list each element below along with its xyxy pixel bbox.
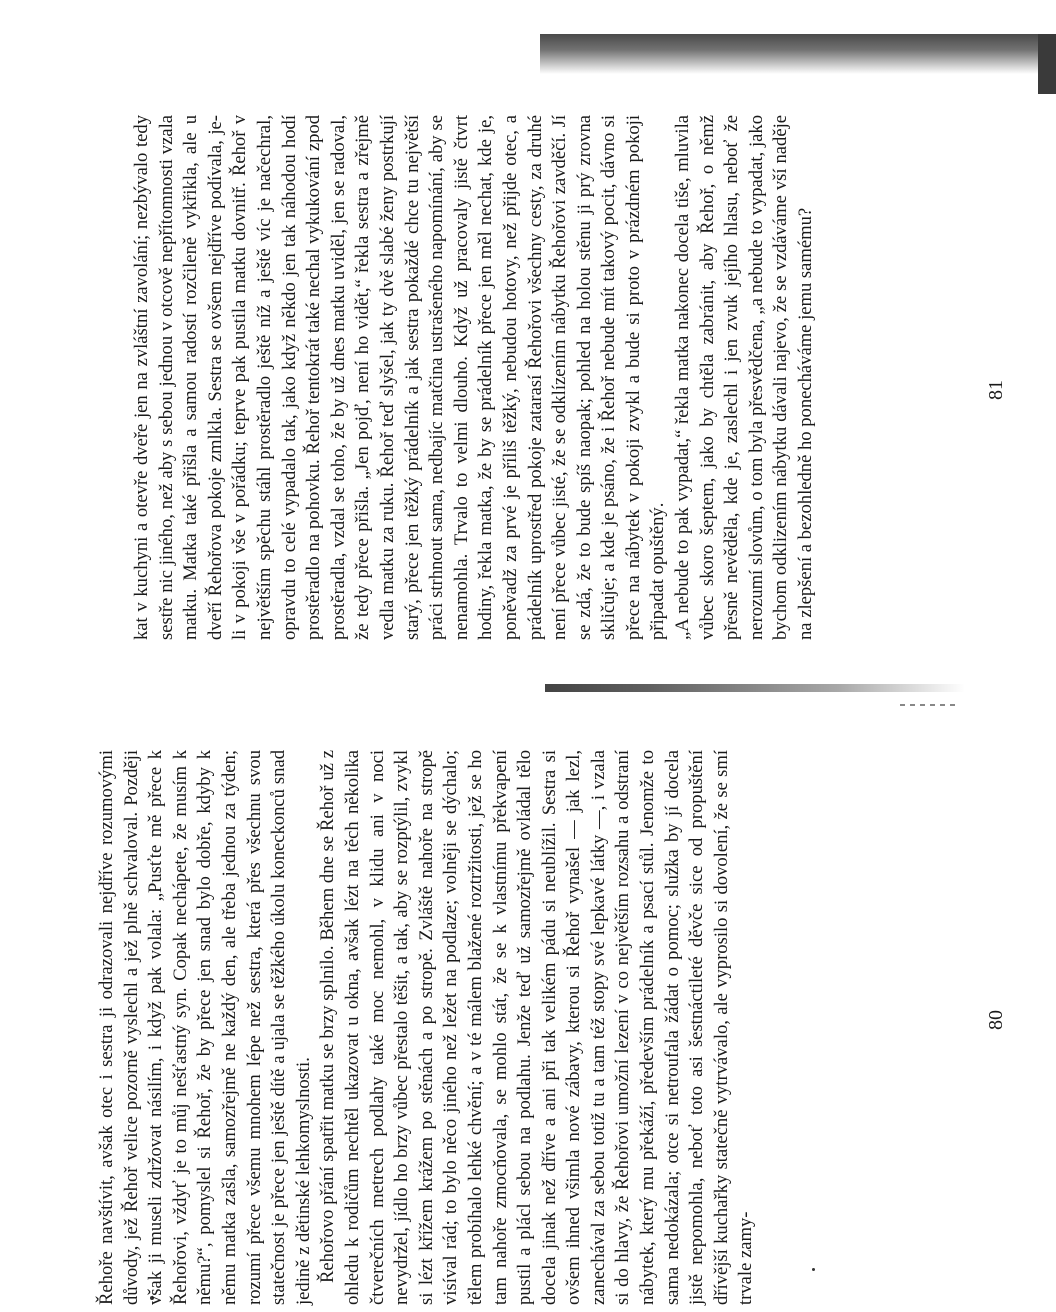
paragraph: Řehoře navštívit, avšak otec i sestra ji odrazovali nejdříve rozumovými důvody, jež Řehoř velice pozorně vyslechl a jež plně schvaloval. Později však ji museli zdržovat násilím, i když pak volala: „Pusťte mě přece k Řehořovi, vždyť je to můj nešťastný syn. Copak nechápete, že musím k němu?“, pomyslel si Řehoř, že by přece jen snad bylo dobře, kdyby k němu matka zašla, samozřejmě ne každý den, ale třeba jednou za týden; rozumí přece všemu mnohem lépe než sestra, která přes všechnu svou statečnost je přece jen ještě dítě a ujala se těžkého úkolu koneckonců snad jedině z dětinské lehkomyslnosti.: [96, 750, 314, 1305]
paragraph: Řehořovo přání spatřit matku se brzy splnilo. Během dne se Řehoř už z ohledu k rodičům nechtěl ukazovat u okna, avšak lézt na těch několika čtverečních metrech podlahy také moc nemohl, v klidu ani v noci nevydržel, jídlo ho brzy vůbec přestalo těšit, a tak, aby se rozptýlil, zvykl si lézt křížem krážem po stěnách a po stropě. Zvláště nahoře na stropě visíval rád; to bylo něco jiného než ležet na podlaze; volněji se dýchalo; tělem probíhalo lehké chvění; a v té málem blažené roztržitosti, jež se ho tam nahoře zmocňovala, se mohlo stát, že se k vlastnímu překvapení pustil a plácl sebou na podlahu. Jenže teď už samozřejmě ovládal tělo docela jinak než dříve a ani při tak velikém pádu si neublížil. Sestra si ovšem ihned všimla nové zábavy, kterou si Řehoř vynašel — jak lezl, zanechával za sebou totiž tu a tam též stopy své lepkavé látky —, i vzala si do hlavy, že Řehořovi umožní lezení v co největším rozsahu a odstraní nábytek, který mu překáží, především prádelník a psací stůl. Jenomže to sama nedokázala; otce si netroufala žádat o pomoc; služka by jí docela jistě nepomohla, neboť toto asi šestnáctileté děvče sice od propuštění dřívější kuchařky statečně vytrvávalo, ale vyprosilo si dovolení, že se smí trvale zamy-: [317, 750, 757, 1305]
scan-shadow-edge: [1038, 34, 1056, 94]
page-left: [95, 750, 757, 1305]
scan-speck: [812, 1268, 815, 1271]
page-right: [130, 115, 950, 640]
paragraph: kat v kuchyni a otevře dveře jen na zvláštní zavolání; nezbývalo tedy sestře nic jiného, než aby s sebou jednou v otcově nepřítomnosti vzala matku. Matka také přišla a samou radostí rozčileně vykřikla, ale u dveří Řehořova pokoje zmlkla. Sestra se ovšem nejdříve podívala, je-li v pokoji vše v pořádku; teprve pak pustila matku dovnitř. Řehoř v největším spěchu stáhl prostěradlo ještě níž a ještě víc je načechral, opravdu to celé vypadalo tak, jako když někdo jen tak náhodou hodí prostěradlo na pohovku. Řehoř tentokrát také nechal vykukování zpod prostěradla, vzdal se toho, že by už dnes matku uviděl, jen se radoval, že tedy přece přišla. „Jen pojď, není ho vidět,“ řekla sestra a zřejmě vedla matku za ruku. Řehoř teď slyšel, jak ty dvě slabé ženy postrkují starý, přece jen těžký prádelník a jak sestra pokaždé chce tu největší práci strhnout sama, nedbajíc matčina ustrašeného napomínání, aby se nenamohla. Trvalo to velmi dlouho. Když už pracovaly jistě čtvrt hodiny, řekla matka, že by se prádelník přece jen měl nechat, kde je, poněvadž za prvé je příliš těžký, nebudou hotovy, než přijde otec, a prádelník uprostřed pokoje zatarasí Řehořovi všechny cesty, za druhé není přece vůbec jisté, že se odklízením nábytku Řehořovi zavděčí. Jí se zdá, že to bude spíš naopak; pohled na holou stěnu ji prý zrovna skličuje; a kde je psáno, že i Řehoř nebude mít takový pocit, dávno si přece na nábytek v pokoji zvykl a bude si proto v prázdném pokoji připadat opuštěný.: [131, 115, 669, 640]
scan-shadow-top: [540, 34, 1056, 74]
page-number-left: 80: [985, 1010, 1007, 1030]
paragraph: „A nebude to pak vypadat,“ řekla matka nakonec docela tiše, mluvila vůbec skoro šeptem, jako by chtěla zabránit, aby Řehoř, o němž přesně nevěděla, kde je, zaslechl i jen zvuk jejího hlasu, neboť že nerozumí slovům, o tom byla přesvědčena, „a nebude to vypadat, jako bychom odklizením nábytku dávali najevo, že se vzdáváme vší naděje na zlepšení a bezohledně ho ponecháváme jemu samému?: [672, 115, 817, 640]
page-number-right: 81: [985, 380, 1007, 400]
book-gutter: [545, 684, 965, 692]
gutter-dash: [900, 704, 960, 706]
